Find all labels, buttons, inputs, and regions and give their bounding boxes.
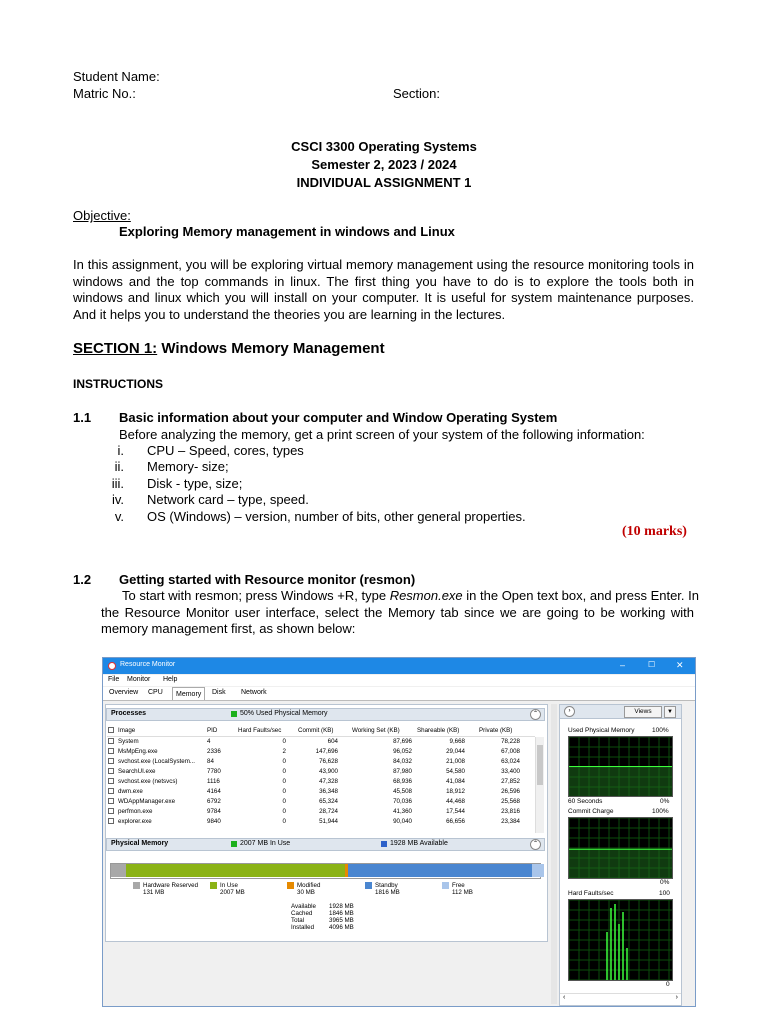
graphs-pane: [559, 704, 682, 1006]
q11-number: 1.1: [73, 410, 92, 425]
processes-scrollbar[interactable]: [535, 737, 544, 833]
stat-value: 1928 MB: [329, 903, 354, 910]
graph3-max: 100: [659, 890, 670, 897]
table-cell: 33,400: [501, 768, 520, 775]
objective-text: Exploring Memory management in windows and Linux: [119, 224, 455, 239]
minimize-icon[interactable]: –: [620, 660, 626, 670]
tab-cpu[interactable]: CPU: [148, 689, 163, 696]
table-cell: 9784: [207, 808, 221, 815]
inuse-square-icon: [231, 841, 237, 847]
table-cell: 51,944: [319, 818, 338, 825]
memory-bar-segment: [111, 864, 126, 877]
graph2-min: 0%: [660, 879, 670, 886]
menu-monitor[interactable]: Monitor: [127, 676, 151, 683]
memory-bar-segment: [126, 864, 345, 877]
q11-item-num: v.: [114, 509, 124, 524]
graph2-max: 100%: [652, 808, 669, 815]
col-working-set[interactable]: Working Set (KB): [352, 727, 400, 734]
stat-label: Available: [291, 903, 316, 910]
row-checkbox[interactable]: [108, 798, 114, 804]
row-checkbox[interactable]: [108, 818, 114, 824]
table-cell: 68,936: [393, 778, 412, 785]
table-cell: 43,900: [319, 768, 338, 775]
graph3-label: Hard Faults/sec: [568, 890, 614, 897]
legend-value: 30 MB: [297, 889, 315, 896]
section1-heading: [73, 341, 385, 357]
in-use-text: 2007 MB In Use: [240, 840, 291, 847]
table-row[interactable]: [107, 757, 535, 767]
legend-hardware-reserved: [133, 882, 198, 896]
legend-swatch: [442, 882, 449, 889]
student-name-label: Student Name:: [73, 69, 160, 84]
table-cell: 54,580: [446, 768, 465, 775]
available-text: 1928 MB Available: [390, 840, 448, 847]
table-cell: 0: [282, 738, 286, 745]
col-image[interactable]: Image: [118, 727, 136, 734]
table-row[interactable]: [107, 817, 535, 827]
table-cell: 27,852: [501, 778, 520, 785]
q11-item-text: OS (Windows) – version, number of bits, other general properties.: [147, 509, 526, 524]
q11-item-num: iv.: [111, 492, 124, 507]
table-cell: 78,228: [501, 738, 520, 745]
table-cell: 0: [282, 808, 286, 815]
legend-in-use: [210, 882, 245, 896]
table-cell: perfmon.exe: [118, 808, 153, 815]
q11-item-text: Memory- size;: [147, 459, 229, 474]
table-cell: 9840: [207, 818, 221, 825]
stat-value: 3965 MB: [329, 917, 354, 924]
physical-memory-header[interactable]: [106, 838, 545, 851]
graphs-toolbar: [560, 705, 681, 719]
table-cell: 44,468: [446, 798, 465, 805]
table-cell: 0: [282, 778, 286, 785]
col-private[interactable]: Private (KB): [479, 727, 513, 734]
table-row[interactable]: [107, 787, 535, 797]
legend-swatch: [365, 882, 372, 889]
stat-label: Total: [291, 917, 305, 924]
col-hard-faults[interactable]: Hard Faults/sec: [238, 727, 282, 734]
graph3-min: 0: [666, 981, 670, 988]
table-cell: 604: [327, 738, 338, 745]
window-titlebar: [103, 658, 695, 674]
table-cell: 23,816: [501, 808, 520, 815]
q11-marks: (10 marks): [622, 524, 687, 539]
section-label: Section:: [393, 86, 440, 101]
used-physical-memory-graph: [568, 736, 673, 797]
expand-icon[interactable]: ›: [564, 706, 575, 717]
table-cell: 26,596: [501, 788, 520, 795]
legend-value: 112 MB: [452, 889, 473, 896]
table-row[interactable]: [107, 807, 535, 817]
q11-item-text: Network card – type, speed.: [147, 492, 309, 507]
graph1-max: 100%: [652, 727, 669, 734]
graphs-hscrollbar[interactable]: [560, 993, 681, 1004]
graph1-svg: [569, 737, 672, 796]
time-label: 60 Seconds: [568, 798, 603, 805]
views-button[interactable]: Views: [624, 706, 662, 718]
menu-help[interactable]: Help: [163, 676, 178, 683]
col-commit[interactable]: Commit (KB): [298, 727, 334, 734]
row-checkbox[interactable]: [108, 748, 114, 754]
q12-line1-a: To start with resmon; press Windows +R, type: [122, 588, 390, 603]
row-checkbox[interactable]: [108, 758, 114, 764]
row-checkbox[interactable]: [108, 738, 114, 744]
q12-number: 1.2: [73, 572, 92, 587]
row-checkbox[interactable]: [108, 778, 114, 784]
table-cell: svchost.exe (netsvcs): [118, 778, 178, 785]
window-title: Resource Monitor: [120, 661, 176, 668]
menu-bar: [103, 675, 695, 686]
intro-paragraph: In this assignment, you will be exploring virtual memory management using the resource monitoring tools in windows and the top commands in linux. The first thing you have to do is to explore the tools both in windows and linux which you will install on your computer. It is useful for system maintenance purposes. And it helps you to understand the theories you are learning in the lectures.: [73, 257, 694, 322]
table-cell: 90,040: [393, 818, 412, 825]
q11-item-num: ii.: [114, 459, 124, 474]
row-checkbox[interactable]: [108, 788, 114, 794]
table-cell: 87,696: [393, 738, 412, 745]
tab-network[interactable]: Network: [241, 689, 267, 696]
col-shareable[interactable]: Shareable (KB): [417, 727, 460, 734]
memory-bar-segment: [348, 864, 532, 877]
table-cell: 0: [282, 798, 286, 805]
legend-name: Free: [452, 882, 465, 889]
table-cell: 29,044: [446, 748, 465, 755]
views-dropdown-icon[interactable]: ▼: [664, 706, 676, 718]
q11-item-text: CPU – Speed, cores, types: [147, 443, 304, 458]
q12-line3: memory management first, as shown below:: [101, 621, 356, 636]
table-row[interactable]: [107, 777, 535, 787]
processes-column-headers: [107, 726, 535, 737]
splitter[interactable]: [551, 704, 557, 1004]
status-square-icon: [231, 711, 237, 717]
graph1-min: 0%: [660, 798, 670, 805]
instructions-heading: INSTRUCTIONS: [73, 377, 163, 391]
processes-status: 50% Used Physical Memory: [240, 710, 328, 717]
row-checkbox[interactable]: [108, 768, 114, 774]
collapse-icon[interactable]: ⌃: [530, 709, 541, 720]
graph3-svg: [569, 900, 672, 980]
stat-value: 4096 MB: [329, 924, 354, 931]
memory-bar: [110, 863, 541, 879]
table-cell: 41,084: [446, 778, 465, 785]
legend-name: Standby: [375, 882, 398, 889]
legend-value: 2007 MB: [220, 889, 245, 896]
section1-prefix: SECTION 1:: [73, 340, 158, 357]
legend-value: 1816 MB: [375, 889, 400, 896]
table-cell: 17,544: [446, 808, 465, 815]
resmon-logo-icon: [108, 662, 116, 670]
q11-title: Basic information about your computer and Window Operating System: [119, 410, 558, 425]
scroll-left-icon[interactable]: ‹: [563, 994, 566, 1001]
resource-monitor-window: [102, 657, 696, 1007]
table-cell: 63,024: [501, 758, 520, 765]
table-cell: 28,724: [319, 808, 338, 815]
table-cell: 18,912: [446, 788, 465, 795]
close-icon[interactable]: ✕: [676, 660, 684, 670]
table-cell: 2: [282, 748, 286, 755]
row-checkbox[interactable]: [108, 808, 114, 814]
legend-standby: [365, 882, 400, 896]
q12-line1: [122, 588, 699, 604]
legend-name: In Use: [220, 882, 238, 889]
table-cell: svchost.exe (LocalSystem...: [118, 758, 196, 765]
graph2-svg: [569, 818, 672, 878]
physical-memory-label: Physical Memory: [111, 840, 169, 847]
available-square-icon: [381, 841, 387, 847]
q12-line2: the Resource Monitor user interface, select the Memory tab since we are going to be working with: [101, 605, 694, 620]
table-cell: 41,360: [393, 808, 412, 815]
semester-title: Semester 2, 2023 / 2024: [311, 157, 457, 172]
table-cell: 66,656: [446, 818, 465, 825]
processes-header[interactable]: [106, 708, 545, 721]
table-cell: 4: [207, 738, 211, 745]
stat-label: Installed: [291, 924, 315, 931]
table-cell: 96,052: [393, 748, 412, 755]
memory-stats-labels: [291, 903, 327, 931]
legend-swatch: [133, 882, 140, 889]
section1-title: Windows Memory Management: [161, 340, 385, 357]
scroll-right-icon[interactable]: ›: [675, 994, 678, 1001]
legend-swatch: [210, 882, 217, 889]
table-row[interactable]: [107, 797, 535, 807]
table-cell: WDAppManager.exe: [118, 798, 176, 805]
table-cell: 76,628: [319, 758, 338, 765]
table-row[interactable]: [107, 747, 535, 757]
maximize-icon[interactable]: ☐: [648, 660, 656, 669]
legend-name: Modified: [297, 882, 321, 889]
scroll-thumb[interactable]: [537, 745, 543, 785]
table-cell: 0: [282, 788, 286, 795]
table-row[interactable]: [107, 737, 535, 747]
tab-bar: [103, 687, 695, 701]
table-cell: 25,568: [501, 798, 520, 805]
graph-area: [569, 767, 672, 797]
col-pid[interactable]: PID: [207, 727, 218, 734]
table-cell: 4164: [207, 788, 221, 795]
processes-label: Processes: [111, 710, 147, 717]
table-cell: 7780: [207, 768, 221, 775]
stat-value: 1846 MB: [329, 910, 354, 917]
q12-title: Getting started with Resource monitor (resmon): [119, 572, 416, 587]
table-cell: 70,036: [393, 798, 412, 805]
table-cell: 21,008: [446, 758, 465, 765]
hard-faults-graph: [568, 899, 673, 981]
graph1-label: Used Physical Memory: [568, 727, 635, 734]
table-cell: 23,384: [501, 818, 520, 825]
table-cell: 84,032: [393, 758, 412, 765]
legend-free: [442, 882, 473, 896]
memory-stats-values: [329, 903, 365, 931]
select-all-checkbox[interactable]: [108, 727, 114, 733]
table-cell: dwm.exe: [118, 788, 143, 795]
q12-line1-em: Resmon.exe: [389, 588, 463, 603]
assignment-title: INDIVIDUAL ASSIGNMENT 1: [296, 175, 472, 190]
table-cell: 2336: [207, 748, 221, 755]
table-cell: SearchUI.exe: [118, 768, 156, 775]
stat-label: Cached: [291, 910, 313, 917]
table-cell: 1116: [207, 778, 220, 785]
legend-modified: [287, 882, 320, 896]
q11-lead: Before analyzing the memory, get a print screen of your system of the following information:: [119, 427, 645, 442]
table-cell: 87,980: [393, 768, 412, 775]
table-cell: 45,508: [393, 788, 412, 795]
matric-no-label: Matric No.:: [73, 86, 136, 101]
table-cell: 6792: [207, 798, 221, 805]
q12-line1-b: in the Open text box, and press Enter. In: [462, 588, 699, 603]
objective-label: Objective:: [73, 208, 131, 223]
course-title: CSCI 3300 Operating Systems: [291, 139, 477, 154]
table-cell: 36,348: [319, 788, 338, 795]
table-row[interactable]: [107, 767, 535, 777]
q11-item-text: Disk - type, size;: [147, 476, 243, 491]
table-cell: 0: [282, 768, 286, 775]
tab-disk[interactable]: Disk: [212, 689, 226, 696]
table-cell: 67,008: [501, 748, 520, 755]
table-cell: System: [118, 738, 139, 745]
tab-overview[interactable]: Overview: [109, 689, 139, 696]
table-cell: 147,696: [315, 748, 338, 755]
q11-item-num: iii.: [111, 476, 124, 491]
collapse-icon[interactable]: ⌃: [530, 839, 541, 850]
legend-value: 131 MB: [143, 889, 165, 896]
table-cell: 0: [282, 818, 286, 825]
table-cell: 65,324: [319, 798, 338, 805]
graph-area: [569, 849, 672, 878]
table-cell: 47,328: [319, 778, 338, 785]
table-cell: 0: [282, 758, 286, 765]
table-cell: explorer.exe: [118, 818, 152, 825]
table-cell: MsMpEng.exe: [118, 748, 158, 755]
graph2-label: Commit Charge: [568, 808, 614, 815]
tab-memory[interactable]: Memory: [172, 687, 205, 700]
legend-name: Hardware Reserved: [143, 882, 199, 889]
memory-bar-segment: [532, 864, 544, 877]
commit-charge-graph: [568, 817, 673, 879]
table-cell: 84: [207, 758, 214, 765]
table-cell: 9,668: [449, 738, 465, 745]
q11-item-num: i.: [117, 443, 124, 458]
legend-swatch: [287, 882, 294, 889]
menu-file[interactable]: File: [108, 676, 120, 683]
